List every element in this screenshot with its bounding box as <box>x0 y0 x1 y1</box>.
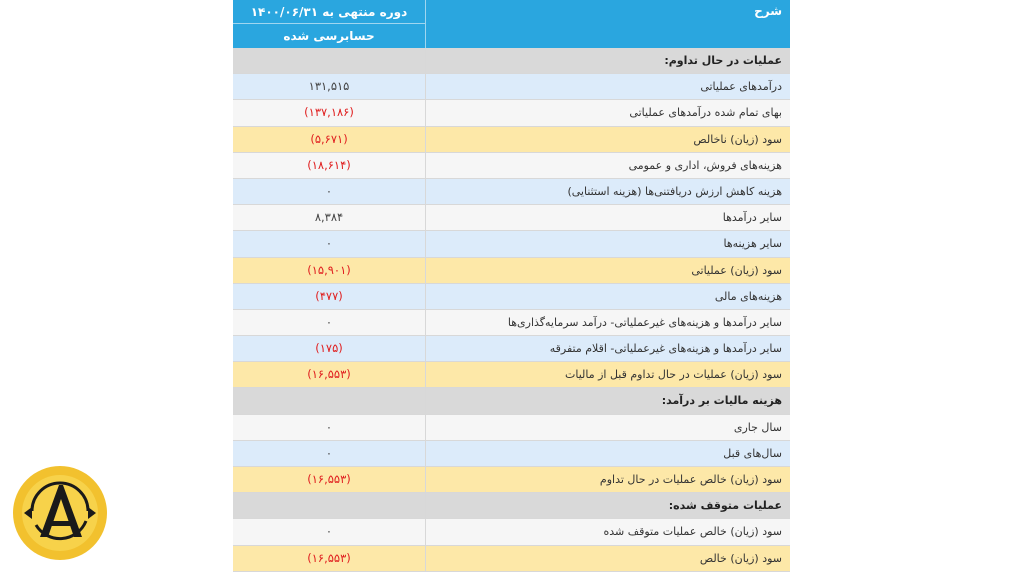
audit-status-label: حسابرسی شده <box>283 29 375 43</box>
table-row <box>233 258 790 284</box>
table-row <box>233 467 790 493</box>
row-description: سال جاری <box>425 415 790 440</box>
row-value: ۰ <box>325 314 333 329</box>
table-row <box>233 179 790 205</box>
table-body <box>233 48 790 572</box>
row-value <box>233 493 425 518</box>
row-description: هزینه کاهش ارزش دریافتنی‌ها (هزینه استثنایی) <box>425 179 790 204</box>
row-description: درآمدهای عملیاتی <box>425 74 790 99</box>
row-value <box>233 48 425 73</box>
brand-logo-icon <box>12 465 108 561</box>
row-description: سایر درآمدها <box>425 205 790 230</box>
row-value: ۰ <box>325 236 333 251</box>
row-value: ۱۳۱,۵۱۵ <box>308 79 350 94</box>
section-header-row <box>233 388 790 414</box>
table-header <box>233 0 790 48</box>
table-row <box>233 546 790 572</box>
row-value: (۱۶,۵۵۳) <box>307 550 351 565</box>
row-value <box>233 388 425 413</box>
row-value: ۰ <box>325 183 333 198</box>
table-row <box>233 205 790 231</box>
income-statement-table <box>233 0 790 572</box>
row-description: بهای تمام شده درآمدهای عملیاتی <box>425 100 790 125</box>
table-row <box>233 231 790 257</box>
table-row <box>233 310 790 336</box>
row-value: (۱۶,۵۵۳) <box>307 472 351 486</box>
section-header-row <box>233 493 790 519</box>
table-row <box>233 100 790 126</box>
row-value: (۱۵,۹۰۱) <box>307 262 351 277</box>
row-description: سود (زیان) عملیاتی <box>425 258 790 283</box>
row-description: هزینه مالیات بر درآمد: <box>425 388 790 413</box>
table-row <box>233 415 790 441</box>
row-description: سود (زیان) خالص عملیات در حال تداوم <box>425 467 790 492</box>
row-description: سود (زیان) خالص عملیات متوقف شده <box>425 519 790 544</box>
row-value: ۰ <box>325 419 333 434</box>
table-row <box>233 336 790 362</box>
row-description: سایر هزینه‌ها <box>425 231 790 256</box>
row-description: سایر درآمدها و هزینه‌های غیرعملیاتی- درآمد سرمایه‌گذاری‌ها <box>425 310 790 335</box>
row-value: (۱۸,۶۱۴) <box>307 157 351 172</box>
table-row <box>233 519 790 545</box>
table-row <box>233 362 790 388</box>
table-row <box>233 74 790 100</box>
row-value: ۸,۳۸۴ <box>314 210 344 225</box>
row-description: سود (زیان) عملیات در حال تداوم قبل از مالیات <box>425 362 790 387</box>
row-value: ۰ <box>325 524 333 539</box>
table-row <box>233 284 790 310</box>
row-description: سایر درآمدها و هزینه‌های غیرعملیاتی- اقلام متفرقه <box>425 336 790 361</box>
period-column-header <box>233 0 425 48</box>
row-description: هزینه‌های فروش، اداری و عمومی <box>425 153 790 178</box>
table-row <box>233 153 790 179</box>
row-value: (۴۷۷) <box>315 288 343 303</box>
section-header-row <box>233 48 790 74</box>
row-description: سال‌های قبل <box>425 441 790 466</box>
description-column-header: شرح <box>425 0 790 48</box>
row-value: (۱۶,۵۵۳) <box>307 367 351 382</box>
row-value: (۱۷۵) <box>315 341 343 356</box>
row-description: سود (زیان) ناخالص <box>425 127 790 152</box>
row-description: عملیات متوقف شده: <box>425 493 790 518</box>
row-value: ۰ <box>325 445 333 460</box>
row-description: سود (زیان) خالص <box>425 546 790 571</box>
row-description: عملیات در حال تداوم: <box>425 48 790 73</box>
row-value: (۱۳۷,۱۸۶) <box>304 105 354 120</box>
row-value: (۵,۶۷۱) <box>310 131 348 146</box>
table-row <box>233 441 790 467</box>
row-description: هزینه‌های مالی <box>425 284 790 309</box>
period-label: دوره منتهی به ۱۴۰۰/۰۶/۳۱ <box>233 0 425 24</box>
table-row <box>233 127 790 153</box>
